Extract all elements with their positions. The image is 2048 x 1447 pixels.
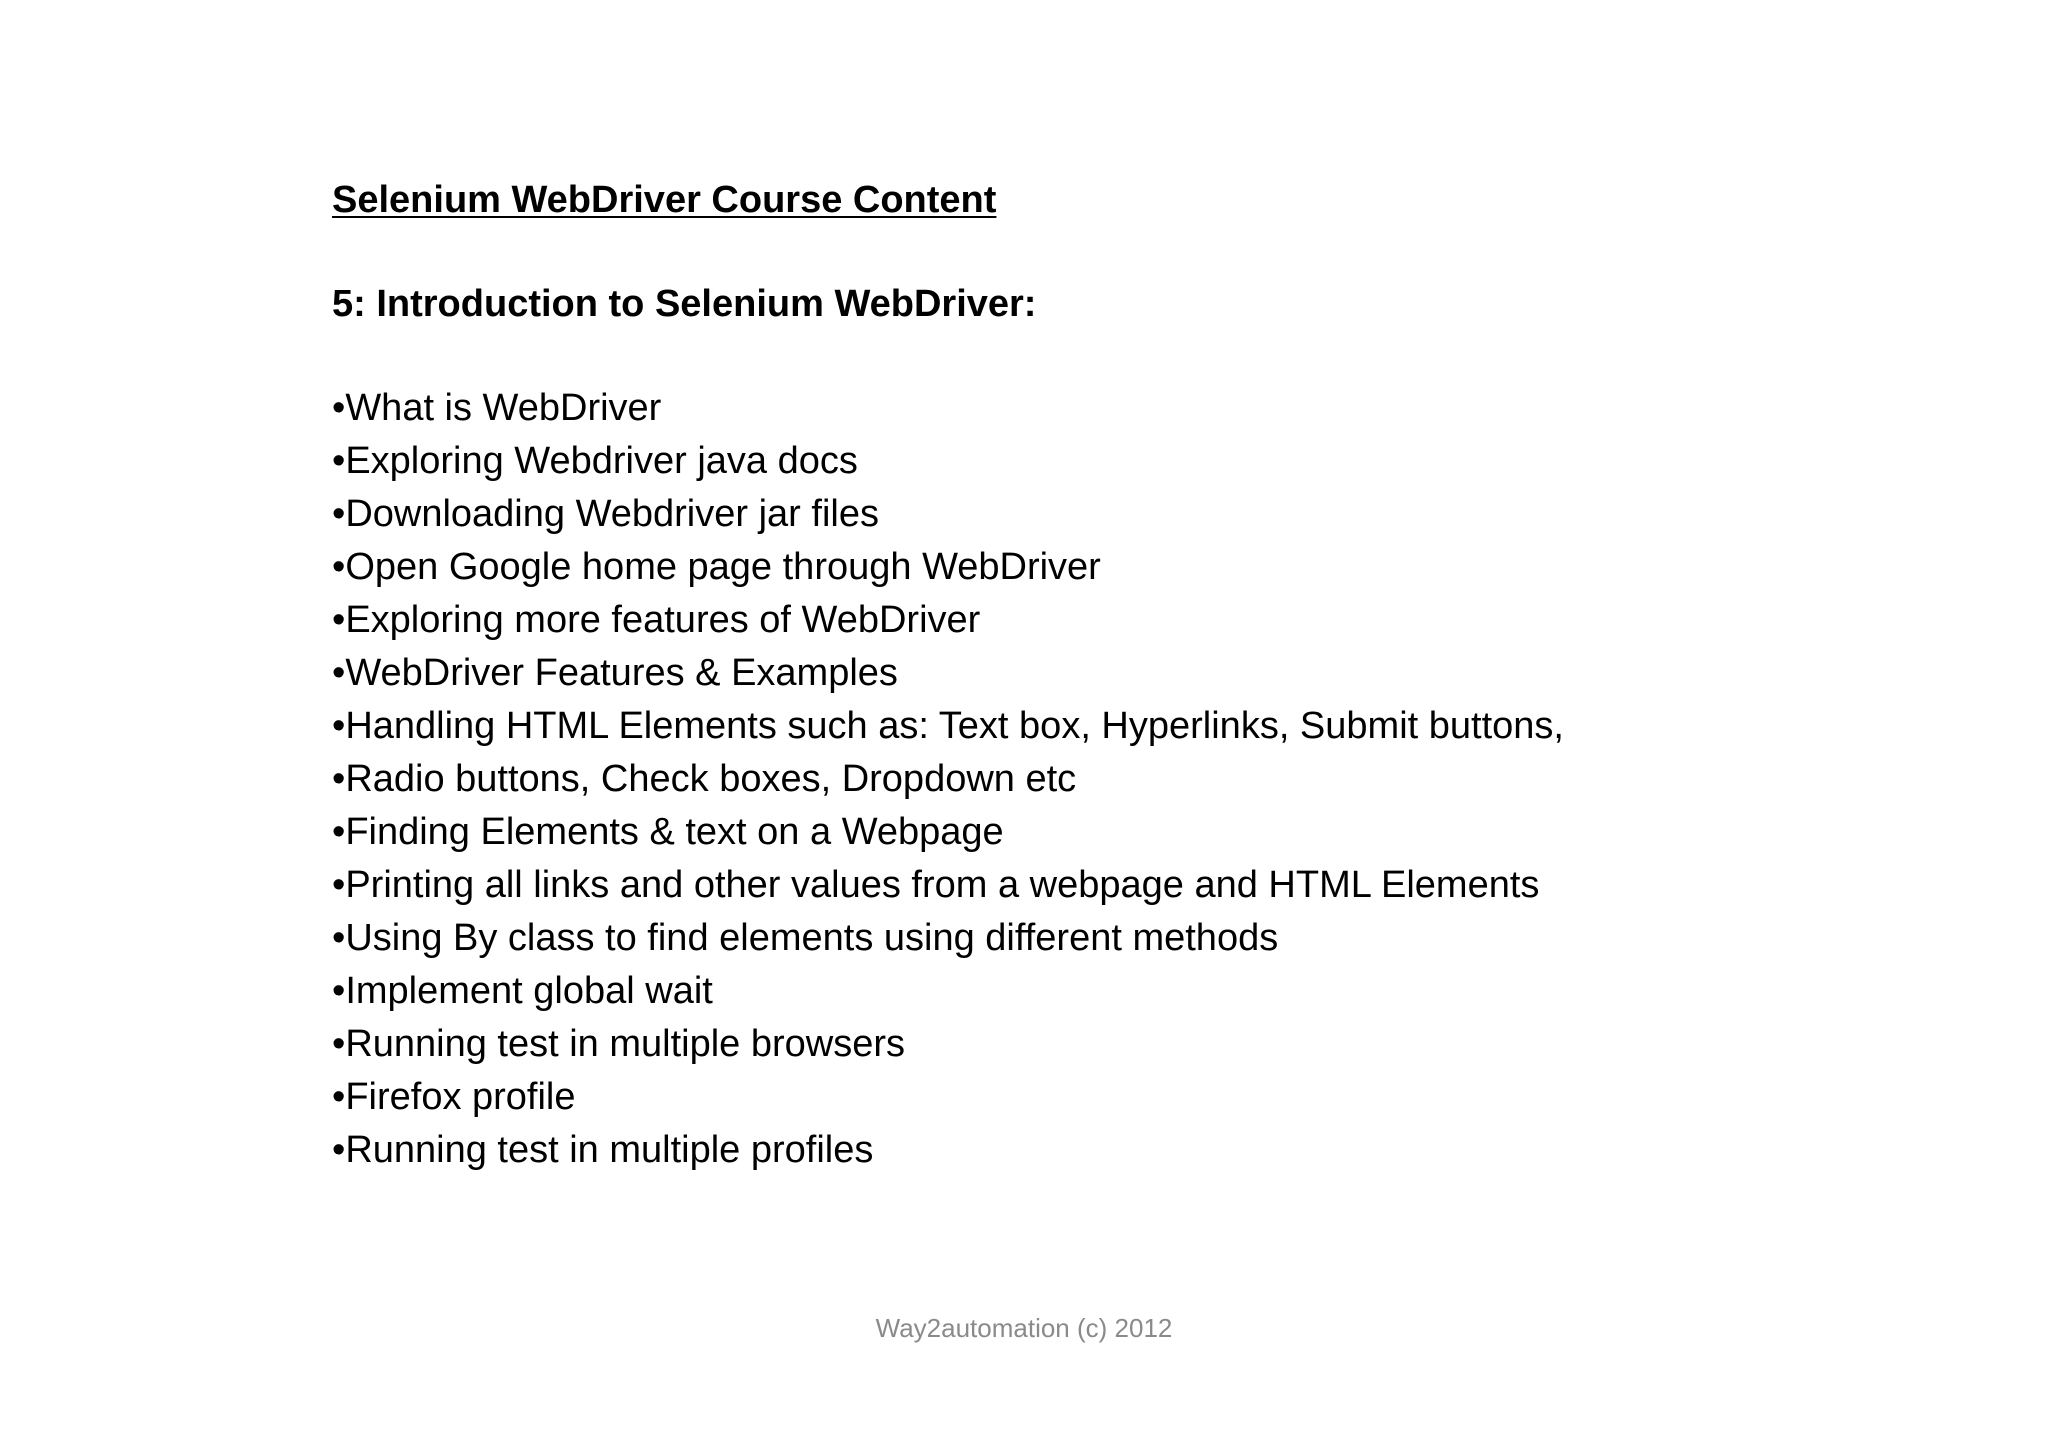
list-item-text: Finding Elements & text on a Webpage (345, 811, 1004, 853)
bullet-glyph: • (332, 1023, 346, 1065)
list-item-text: Firefox profile (345, 1076, 576, 1118)
list-item-text: Handling HTML Elements such as: Text box, Hyperlinks, Submit buttons, (345, 705, 1564, 747)
bullet-glyph: • (332, 546, 346, 588)
list-item (332, 965, 1832, 1018)
bullet-glyph: • (332, 599, 346, 641)
list-item (332, 382, 1832, 435)
bullet-glyph: • (332, 970, 346, 1012)
list-item-text: Printing all links and other values from a webpage and HTML Elements (345, 864, 1540, 906)
course-title: Selenium WebDriver Course Content (332, 179, 997, 221)
list-item (332, 753, 1832, 806)
bullet-glyph: • (332, 811, 346, 853)
bullet-glyph: • (332, 387, 346, 429)
section-heading: 5: Introduction to Selenium WebDriver: (332, 283, 1037, 325)
bullet-glyph: • (332, 758, 346, 800)
list-item-text: Exploring more features of WebDriver (345, 599, 981, 641)
list-item-text: Radio buttons, Check boxes, Dropdown etc (345, 758, 1077, 800)
bullet-glyph: • (332, 1076, 346, 1118)
list-item (332, 1018, 1832, 1071)
list-item (332, 806, 1832, 859)
list-item-text: Exploring Webdriver java docs (345, 440, 858, 482)
list-item (332, 435, 1832, 488)
list-item (332, 594, 1832, 647)
bullet-glyph: • (332, 493, 346, 535)
slide-content (332, 172, 1832, 1177)
list-item-text: WebDriver Features & Examples (345, 652, 898, 694)
list-item (332, 912, 1832, 965)
list-item-text: Downloading Webdriver jar files (345, 493, 879, 535)
list-item-text: Using By class to find elements using different methods (345, 917, 1279, 959)
list-item-text: Open Google home page through WebDriver (345, 546, 1101, 588)
list-item-text: Running test in multiple browsers (345, 1023, 906, 1065)
footer-copyright: Way2automation (c) 2012 (875, 1313, 1173, 1343)
list-item (332, 859, 1832, 912)
bullet-glyph: • (332, 705, 346, 747)
list-item (332, 488, 1832, 541)
bullet-glyph: • (332, 917, 346, 959)
list-item (332, 700, 1832, 753)
list-item-text: Running test in multiple profiles (345, 1129, 874, 1171)
bullet-glyph: • (332, 1129, 346, 1171)
topic-list (332, 382, 1832, 1177)
list-item (332, 1071, 1832, 1124)
list-item (332, 541, 1832, 594)
bullet-glyph: • (332, 652, 346, 694)
list-item-text: Implement global wait (345, 970, 713, 1012)
list-item (332, 647, 1832, 700)
bullet-glyph: • (332, 440, 346, 482)
list-item-text: What is WebDriver (345, 387, 662, 429)
bullet-glyph: • (332, 864, 346, 906)
list-item (332, 1124, 1832, 1177)
